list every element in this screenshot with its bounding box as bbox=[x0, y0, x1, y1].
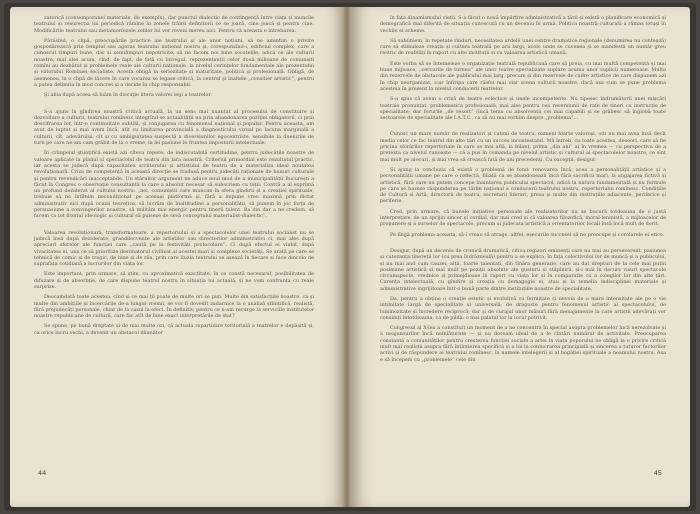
right-paragraph: Congresul al X-lea a constituit un moment de a ne concentra în special asupra problemelor încă nerezolvate și a neajunsurilor încă neînlăturate — și nu doream ideal de a le cîntări numărul de activitate. Preocuparea constantă a comunităților pentru creșterea funcției sociale a artei în viața poporului ne obligă la o privire critică mult mai realistă asupra fără întîrzierea specifică și a lui la conlucrarea principială și sincerea a tuturor factorilor activi și de răspundere ai teatrului romînesc, în numele intelegerii și al bogăției spirituale a neamului nostru. Asa e să începem cu „problemele” cele din bbox=[380, 325, 666, 363]
page-number-left: 44 bbox=[38, 469, 47, 477]
right-paragraph: Desigur, după un deceniu de cronică dramatică, citiva regizori eminenți care nu mai au perseverent, pasiunea și cutezanța tinereții lor (cu prea îndrăzneală) pentru a se explica, în fața colectivului lor de muncă și a publicului, și nu mai aud cum cauzei, alții, foarte talentați, din tînăra generație, care au dat drepturi de la cele mai puțin posimane artistică și mai mult pe poziții absolute ale gusturii și stăpînirii, și-i mai în decurs visuri spectacole circumspecte, vrednice și primejdioase în raport cu viața lor și în comparație cu a colegilor lor din alte țări. Carența intelectuală, cu gîndire și creația cu demagogie ei, stau și la temelia indisciplinei materiale și administrative ingrijitoare într-o bună parte dintre instituțiile noastre de specialitate. bbox=[380, 247, 666, 292]
left-paragraph: Valoarea revoluționară, transformatoare, a repertoriului și a spectacolelor unei teatrului socialist nu se judecă însă după deziderate, grandilocvente ale artiștilor sau directorilor administrativi ci, mai ales după aprecieri sferelor ale funcției care „caută pe la festivități protocolare”. Ci după efectul ei viabil, după vivacitatea ei, una ce să prioritize destinatorul civilizat al acestei mari și complexe societăți. Se arată pe care se tehnică de comic și de tragic, de bine și de rău, prin care iluzia teatrului se așează în fiecare și face dincolo de suprafața cotidiană a lucrurilor din viața lor. bbox=[34, 229, 314, 268]
right-paragraph: Cunosc un mare număr de realizatori și cutoni de teatru, oameni foarte valoroși, oiti nu mai avea însă decît media celor ce fac teatrul din alte țări cu un succes incontestabil. Mă întreb, cu toate acestea, deseori, care să fie pricina sforărilor repertoriale în care se mai află, la bilanț, prima „din ani” ai în vremea — cu perspectiva de a pretexta ca nivelul cunoaște — că a pus în comanda pe nivelul artistic și cultural al spectacolelor noastre, ce sînt mai mult pe alocuri, și mai vrea să crească fată de ani precedenți. Cu excepții, desigur. bbox=[380, 131, 666, 163]
page-number-right: 45 bbox=[653, 469, 662, 477]
left-paragraph: Și abia după aceea să luăm în discuție litera valorei legi a teatrelor. bbox=[44, 92, 212, 99]
right-page-text bbox=[380, 15, 666, 463]
left-paragraph: S-a ajuns în gîndirea noastră critică actuală, la un sens mai nuanțat al procesului de constituire și dezvoltare a culturii, teatrului romînesc integrînd-se actualității nu prin abandonarea poziției obligatorii, ci prin descifrarea lor, într-o continuitate subtilă, și conjugarea cu fenomenul național și popular. Pentru aceasta, am avut de luptat și mai avem încă, atît cu limitarea provincială a diagnosticului vizual pe lacuna marginală a culturii, cît, adevărului, cît și cu ambiguitatea suspectă a diversiunilor egocentriste, sensibile la duelurile de turn pe care ne-am cam grăbit de la o vreme, la lei pasiune în fruntea impostorii intelectuale. bbox=[34, 108, 314, 147]
left-paragraph: Se spune, pe bună dreptate și de mai multe ori, că actuala repartizare teritorială a teatrelor e depășită și, ca orice lucru vechi, a devenit un obstacol dăunător bbox=[34, 323, 314, 336]
left-paragraph: Părăsind, o clipă, preocupările practice ale teatrului și ale unor noțiuni, să ne amintim o privire gospodărească prin templul sau agoraș teatrului național nostru și, corespunzînd-i, edificiul complex, care a cunoscut timpuri bune, dar și semifimpuri nepotrivite, să ne facem noi bine socotelile, adică ce ale culturii noastre, mai ales acum, cînd, de fapt, de fată cu întregul, reprezentanții celor două milioane de comuniști romîni au dezbătut și problemele reale ale culturii naționale, la nivelul cerințelor fundamentale ale prezentului și viitorului Romîniei socialiste. Acesta obligă la seriozitate și maturitate, politică și profesională. Obligă, de asemenea, la o clipă de tăcere în care vocarea se legase critică, la centrul și înaltele „consilier artistic”, pentru a putea delimita în mod concret și a decide în chip responsabil. bbox=[34, 37, 314, 88]
right-paragraph: Cred, prin urmare, că bunele inițiative personale ale realizatorilor nu se bucură totdeauna de o justă interpretare, de un sprijin sincer și cordial, dar mai cred și că valoarea filozofică, moral-leninistă, a mijloacelor de propunere și a surselor de spectacole, precum și judecata artistică a orientatorilor locali însă încă mult de dorit. bbox=[380, 208, 666, 228]
left-paragraph: zatorică (contemporanei materiale, de exemplu), dar punctul dialectic de contingență între viața și muncile teatrului și resurecția lui periodică rămîne în zonele trăirii definitorii ce se joacă, cine joacă și pentru cine. Modificările teatrului sau metamorfozele zelilor lui vor reveni mereu aici. Pentru că aceasta e întrebarea. bbox=[34, 15, 314, 34]
right-paragraph: Da, pentru a obține o creație estetic și evolutivă cu fermitate și nevoia de o mare intensitate ale pe o vie intimitate largă de specialitate și universală, de dragoste pentru fenomenul artistic al spectacolului, de luminozitate și încredere reciprocă; dar și de curajul unor măsuri fără menajamente la care artiștii adevărați vor consimți întotdeauna, ca de pildă: o mai palatul lor la locul potrivit. bbox=[380, 295, 666, 321]
right-paragraph: Pe lîngă problema aceasta, să-i vreau să atrage, altfel, eșecurile succesei să ne preocupe și corolarele ei etice. bbox=[390, 231, 665, 238]
left-page-text bbox=[34, 15, 314, 463]
right-paragraph: Să subliniem, în repetate rînduri, necesitatea ardelii unei centre dramatice regionale (denumirea nu contează) care să stimuleze creația și cultura teatrală pe arii largi, acolo unde se cuvenea și se manifestă un număr greu restric de realități în raport cu alte instituții și cu valoarea artistică umană. bbox=[380, 37, 666, 57]
left-paragraph: Este important, prin urmare, să știm, cu aproximativă exactitate, în ce constă necesarul, posibilitatea de difuzare și de absorbție, de care dispune teatrul nostru în situația lui actuală, și ne vom confrunta cu reale surprize. bbox=[34, 271, 314, 290]
right-paragraph: Este vorba să se întemeieze o organizație teatrală republicană care să preia, cu mai multă competență și mai bune mijloace, „cercurile de turneu” ale unor teatre specializate suplare acuma unor suplicii numeroase. Multe din rezervele de obstacole ale publicului mai larg, precum și din rezervele de cadre artistice de care dispunem azi în chip neorganizat, s-ar înfiripa care răsfoi mai clar scena culturii noastre, dacă așa cum se pune problema acesteia în prezent la nivelul conducerii teatrelor. bbox=[380, 60, 666, 92]
right-page bbox=[350, 7, 690, 507]
open-book bbox=[4, 3, 696, 511]
left-page bbox=[10, 7, 346, 507]
right-paragraph: Și ajung la concluzia că există o problemă de fond: renovarea încă, acea a personalității artistice și a personalității umane pe care o reflectă, filiată ca se abandonează încă fără sacrificii mari, la angajarea fictivă și artistică, fără care nu putem concepe înaintarea publicului spectacol, adică la natura fundamentală și nu formule pe care se bazeze răspunderea pe tărîm național a conducerii teatrului nostru, repertoriului romînesc. Condițiile de Cultură și Artă, directorii de teatru, secretarii literari, presa și multe din instituțiile adiacente, periferice și periferie. bbox=[380, 166, 666, 205]
right-paragraph: în fața dinamismului vieții. S-a făcut o nouă împărțire administrativă a țării și există o planificare economică și demografică mai diferită de situația cunoscută cu un deceniu în urmă. Politica noastră culturală a rămas totuși în vechile ei scheme. bbox=[380, 15, 666, 34]
left-paragraph: În crîmpeiul științifică există azi cîteva repere, de indiscutabilă certitudine, pentru judecățile noastre de valoare aplicate la planul și spectacolul de teatru din lara noastră. Criteriul primordial este rezultatul practic, iar acesta se judecă după capacitatea scriitorului și artistului de teatru de a materializa ideal noutatea revoluționară. Criza de competență în această direcție se tradusă pentru judecăți raționate de bunuri culturale și pentru revendicări inacceptabile. Un stăruitor argument ne aduce noul mod de a municipalității București a făcut în Congres o observație consultantă la care a absolut necesar să subscriem cu toții: Contră a al exprimă un profund deziderat al cultului nostru: „noi, comuniștii care muncim în sfera gîndirii și a creației spirituale, trebuie să ne întîlnim necondiționat pe aceeași platformă și, fără a impune vreo maximă prin dictat administrativ nici după ocazii teoretice, să lucrăm de înaltitudine a personalității, să punem în joc forța de persuasiune a convingerilor noastre, să milităm mai energic pentru tinerii talent. Ba din dar a ne credem, să facem ca tot frontul ideologic și cultural să pulseze de sevă conceptului materialist-dialectic”. bbox=[34, 150, 314, 220]
left-paragraph: Deocamdată toate acestea, cînd și ce mai ții poate de multe ori se pun. Multe din satisfacțiile noastre, ca și multe din ambițiile și încercările de-a lungul vremii, se vor fi dovedit zadarnice la o analiză științifică, realistă, fără prejudecăți personale, chiar de la cazul la efect. În definitiv, pentru ce n-am recurge la serviciile institutelor noastre republicane de cultură, care fac atît de bine exact interpretările de stat? bbox=[34, 294, 314, 320]
right-paragraph: S-a spus că avem o criză de teatre eclectice și unele incompetente. Nu tipesec îndrumătorii unei mișcări teatrale pronunțat, problematica profesională, mai ales pentru cea reversiunii de rafe de tineri cu instrucție de specialitate; dar forurile „de resort” (încă tema cu absolvenții cei mai capabili și se grăbesc să înglobă toate sectoarele de specialitate ale I.A.T.C., ca să nu mai vorbim despre „problema”… bbox=[380, 96, 666, 122]
